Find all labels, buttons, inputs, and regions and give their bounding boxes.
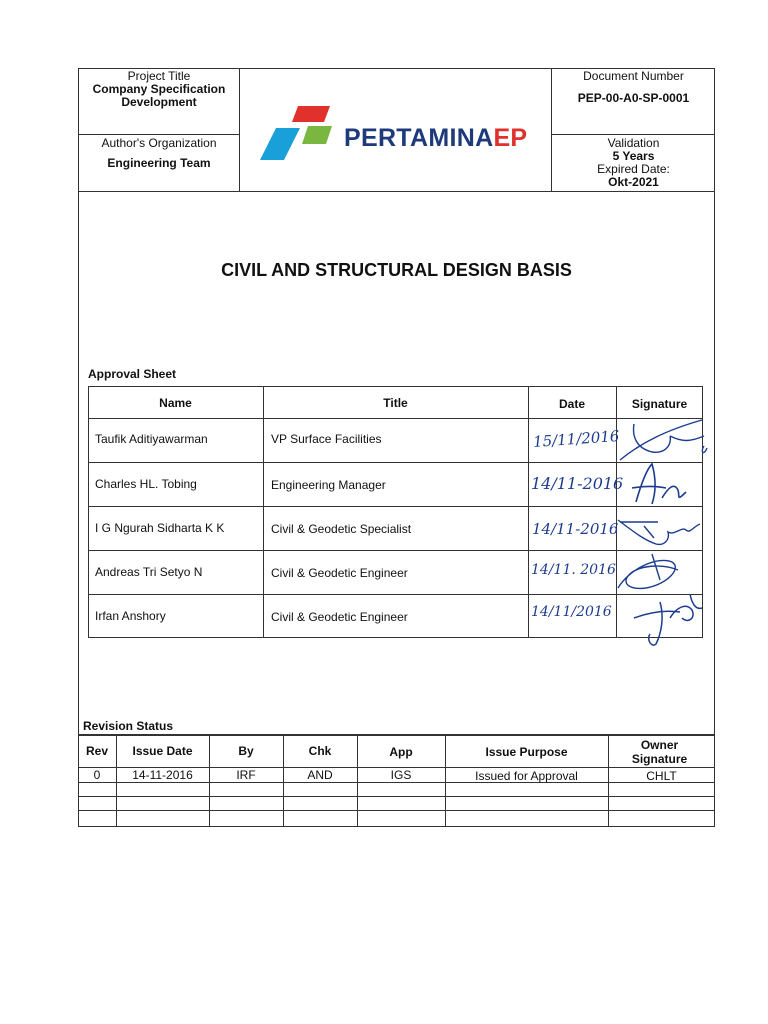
revision-heading: Revision Status	[83, 719, 174, 733]
revision-col-issue-purpose: Issue Purpose	[485, 745, 568, 759]
validation-label: Validation	[607, 136, 660, 150]
expired-label: Expired Date:	[597, 162, 670, 176]
approval-row-name: Charles HL. Tobing	[95, 477, 197, 491]
approval-row-divider-1	[88, 462, 703, 463]
revision-col-owner-signature: Owner Signature	[631, 738, 688, 766]
revision-col-chk: Chk	[308, 744, 332, 758]
revision-cell-owner-signature: CHLT	[646, 769, 677, 783]
validation-value: 5 Years	[612, 149, 655, 163]
approval-row-title: Civil & Geodetic Engineer	[271, 566, 408, 580]
project-title-cell	[79, 70, 239, 109]
approval-row-title: Civil & Geodetic Specialist	[271, 522, 412, 536]
logo-ep: EP	[493, 124, 528, 152]
revision-cell-app: IGS	[390, 768, 412, 782]
expired-value: Okt-2021	[608, 175, 659, 189]
author-org-value: Engineering Team	[107, 156, 211, 170]
approval-row-date: 14/11. 2016	[531, 562, 616, 578]
header-divider-right-h	[551, 134, 715, 135]
revision-cell-rev: 0	[93, 768, 101, 782]
approval-row-title: Engineering Manager	[271, 478, 386, 492]
approval-col-signature: Signature	[631, 397, 688, 411]
revision-cell-issue-date: 14-11-2016	[132, 768, 193, 782]
revision-col-app: App	[389, 745, 413, 759]
author-org-label: Author's Organization	[101, 136, 217, 150]
document-title: CIVIL AND STRUCTURAL DESIGN BASIS	[221, 260, 572, 280]
approval-row-date: 14/11-2016	[532, 520, 619, 538]
signature-mark	[620, 588, 706, 650]
approval-row-divider-0	[88, 418, 703, 419]
pertamina-logo-text	[344, 124, 527, 153]
approval-row-name: I G Ngurah Sidharta K K	[95, 521, 225, 535]
revision-col-issue-date: Issue Date	[132, 744, 193, 758]
approval-row-date: 15/11/2016	[532, 427, 620, 451]
approval-row-name: Andreas Tri Setyo N	[95, 565, 203, 579]
approval-row-title: VP Surface Facilities	[271, 432, 382, 446]
approval-heading: Approval Sheet	[88, 367, 177, 381]
approval-row-date: 14/11-2016	[531, 474, 624, 493]
pertamina-logo	[258, 104, 538, 164]
approval-col-divider-1	[263, 386, 264, 638]
approval-row-name: Irfan Anshory	[95, 609, 166, 623]
approval-table	[88, 386, 703, 638]
approval-row-divider-4	[88, 594, 703, 595]
revision-cell-issue-purpose: Issued for Approval	[475, 769, 578, 783]
validation-cell	[552, 137, 715, 189]
signature-mark	[622, 458, 692, 510]
doc-number-cell	[552, 70, 715, 105]
revision-row-divider	[78, 796, 715, 797]
revision-row-divider	[78, 810, 715, 811]
header-divider-left-h	[78, 134, 239, 135]
revision-col-by: By	[238, 744, 254, 758]
approval-row-name: Taufik Aditiyawarman	[95, 432, 208, 446]
doc-number-value: PEP-00-A0-SP-0001	[577, 91, 690, 105]
revision-cell-chk: AND	[307, 768, 333, 782]
approval-col-title: Title	[383, 396, 408, 410]
signature-mark	[614, 512, 704, 552]
approval-col-divider-2	[528, 386, 529, 638]
project-title-line1: Company Specification	[92, 82, 226, 96]
revision-col-rev: Rev	[85, 744, 108, 758]
approval-row-title: Civil & Geodetic Engineer	[271, 610, 408, 624]
approval-row-divider-3	[88, 550, 703, 551]
approval-col-name: Name	[159, 396, 192, 410]
author-org-cell	[79, 137, 239, 170]
approval-row-date: 14/11/2016	[531, 604, 612, 620]
revision-cell-by: IRF	[236, 768, 256, 782]
logo-word: PERTAMINA	[344, 124, 494, 152]
doc-number-label: Document Number	[583, 69, 684, 83]
project-title-line2: Development	[121, 95, 197, 109]
header-divider-left	[239, 68, 240, 192]
approval-col-date: Date	[558, 397, 585, 411]
pertamina-logo-mark	[258, 104, 338, 164]
project-title-label: Project Title	[127, 69, 191, 83]
approval-row-divider-2	[88, 506, 703, 507]
